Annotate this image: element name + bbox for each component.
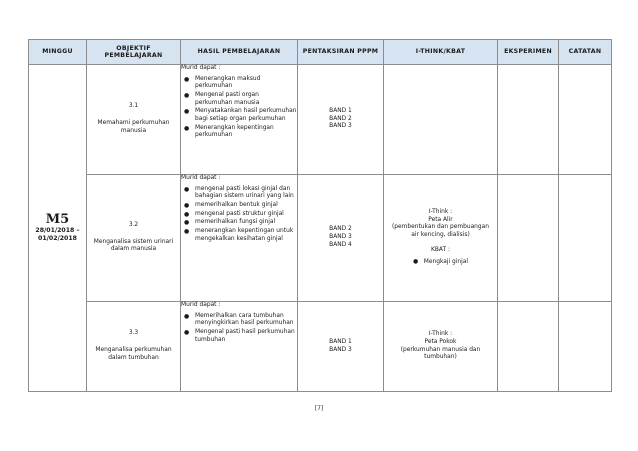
eksperimen-cell (498, 175, 559, 302)
outcome-intro: Murid dapat : (181, 65, 221, 71)
week-dates: 28/01/2018 – 01/02/2018 (35, 227, 80, 243)
outcome-cell (181, 175, 298, 302)
outcome-intro: Murid dapat : (181, 302, 221, 308)
table-row (29, 65, 612, 175)
band-label: BAND 3 (329, 346, 352, 353)
list-item: ● mengenal pasti lokasi ginjal dan bahagian sistem urinari yang lain (184, 185, 294, 200)
table-row (29, 175, 612, 302)
header-minggu: MINGGU (29, 40, 87, 65)
bullet-icon: ● (413, 259, 424, 266)
objective-number: 3.3 (128, 330, 139, 337)
list-item: ● Menyatakankan hasil perkumuhan bagi setiap organ perkumuhan (184, 108, 297, 123)
ithink-cell (384, 175, 498, 302)
band-label: BAND 1 (329, 107, 352, 114)
list-item: ● Mengenal pasti hasil perkumuhan tumbuhan (184, 329, 295, 343)
header-hasil: HASIL PEMBELAJARAN (181, 40, 298, 65)
band-cell (298, 175, 384, 302)
objective-text: Memahami perkumuhan manusia (97, 120, 170, 134)
week-cell (29, 65, 87, 392)
week-code: M5 (45, 211, 70, 227)
header-row (29, 40, 612, 65)
catatan-cell (559, 302, 612, 392)
band-label: BAND 2 (329, 115, 352, 122)
outcome-intro: Murid dapat : (181, 175, 221, 181)
ithink-title: I-Think : (428, 331, 453, 338)
eksperimen-cell (498, 302, 559, 392)
band-cell (298, 65, 384, 175)
list-item: ● Menerangkan kepentingan perkumuhan (184, 124, 274, 139)
list-item: ● Menerangkan maksud perkumuhan (184, 75, 261, 90)
bullet-icon: ● (184, 219, 190, 227)
list-item: ● menerangkan kepentingan untuk mengekalkan kesihatan ginjal (184, 228, 294, 242)
list-item: ● Mengenal pasti organ perkumuhan manusia (184, 92, 260, 106)
outcome-list (181, 186, 297, 244)
objective-cell (87, 175, 181, 302)
table-row (29, 302, 612, 392)
outcome-cell (181, 302, 298, 392)
outcome-list (181, 76, 297, 140)
page-number: [7] (314, 405, 324, 412)
bullet-icon: ● (184, 108, 190, 116)
bullet-icon: ● (184, 312, 190, 320)
band-label: BAND 2 (329, 226, 352, 233)
header-pentaksiran: PENTAKSIRAN PPPM (298, 40, 384, 65)
list-item: ● Memerihalkan cara tumbuhan menyingkirkan hasil perkumuhan (184, 312, 294, 327)
ithink-map: Peta Alir (428, 216, 453, 223)
objective-text: Menganalisa sistem urinari dalam manusia (93, 238, 174, 253)
bullet-icon: ● (184, 185, 190, 193)
bullet-icon: ● (184, 92, 190, 100)
outcome-cell (181, 65, 298, 175)
kbat-title: KBAT : (431, 246, 450, 253)
band-label: BAND 3 (329, 234, 352, 241)
bullet-icon: ● (184, 228, 190, 236)
ithink-map: Peta Pokok (424, 338, 457, 345)
objective-cell (87, 302, 181, 392)
bullet-icon: ● (184, 329, 190, 337)
list-item: ● memerihalkan fungsi ginjal (184, 219, 276, 227)
bullet-icon: ● (184, 210, 190, 218)
catatan-cell (559, 65, 612, 175)
bullet-icon: ● (184, 75, 190, 83)
objective-text: Menganalisa perkumuhan dalam tumbuhan (95, 347, 172, 361)
objective-number: 3.2 (128, 221, 139, 228)
header-catatan: CATATAN (559, 40, 612, 65)
ithink-cell (384, 65, 498, 175)
band-label: BAND 1 (329, 338, 352, 345)
list-item: ● mengenal pasti struktur ginjal (184, 210, 284, 218)
kbat-item: ● Mengkaji ginjal (413, 259, 468, 266)
band-label: BAND 4 (329, 241, 352, 248)
bullet-icon: ● (184, 202, 190, 210)
ithink-title: I-Think : (428, 208, 453, 215)
objective-cell (87, 65, 181, 175)
lesson-plan-table (28, 39, 612, 392)
ithink-topic: (perkumuhan manusia dan tumbuhan) (400, 346, 481, 361)
ithink-cell (384, 302, 498, 392)
header-eksperimen: EKSPERIMEN (498, 40, 559, 65)
bullet-icon: ● (184, 124, 190, 132)
catatan-cell (559, 175, 612, 302)
eksperimen-cell (498, 65, 559, 175)
objective-number: 3.1 (128, 103, 139, 110)
list-item: ● memerihalkan bentuk ginjal (184, 202, 278, 210)
band-label: BAND 3 (329, 123, 352, 130)
ithink-topic: (pembentukan dan pembuangan air kencing, dialisis) (391, 224, 490, 238)
band-cell (298, 302, 384, 392)
outcome-list (181, 313, 297, 345)
header-objektif: OBJEKTIF PEMBELAJARAN (87, 40, 181, 65)
header-ithink: I-THINK/KBAT (384, 40, 498, 65)
